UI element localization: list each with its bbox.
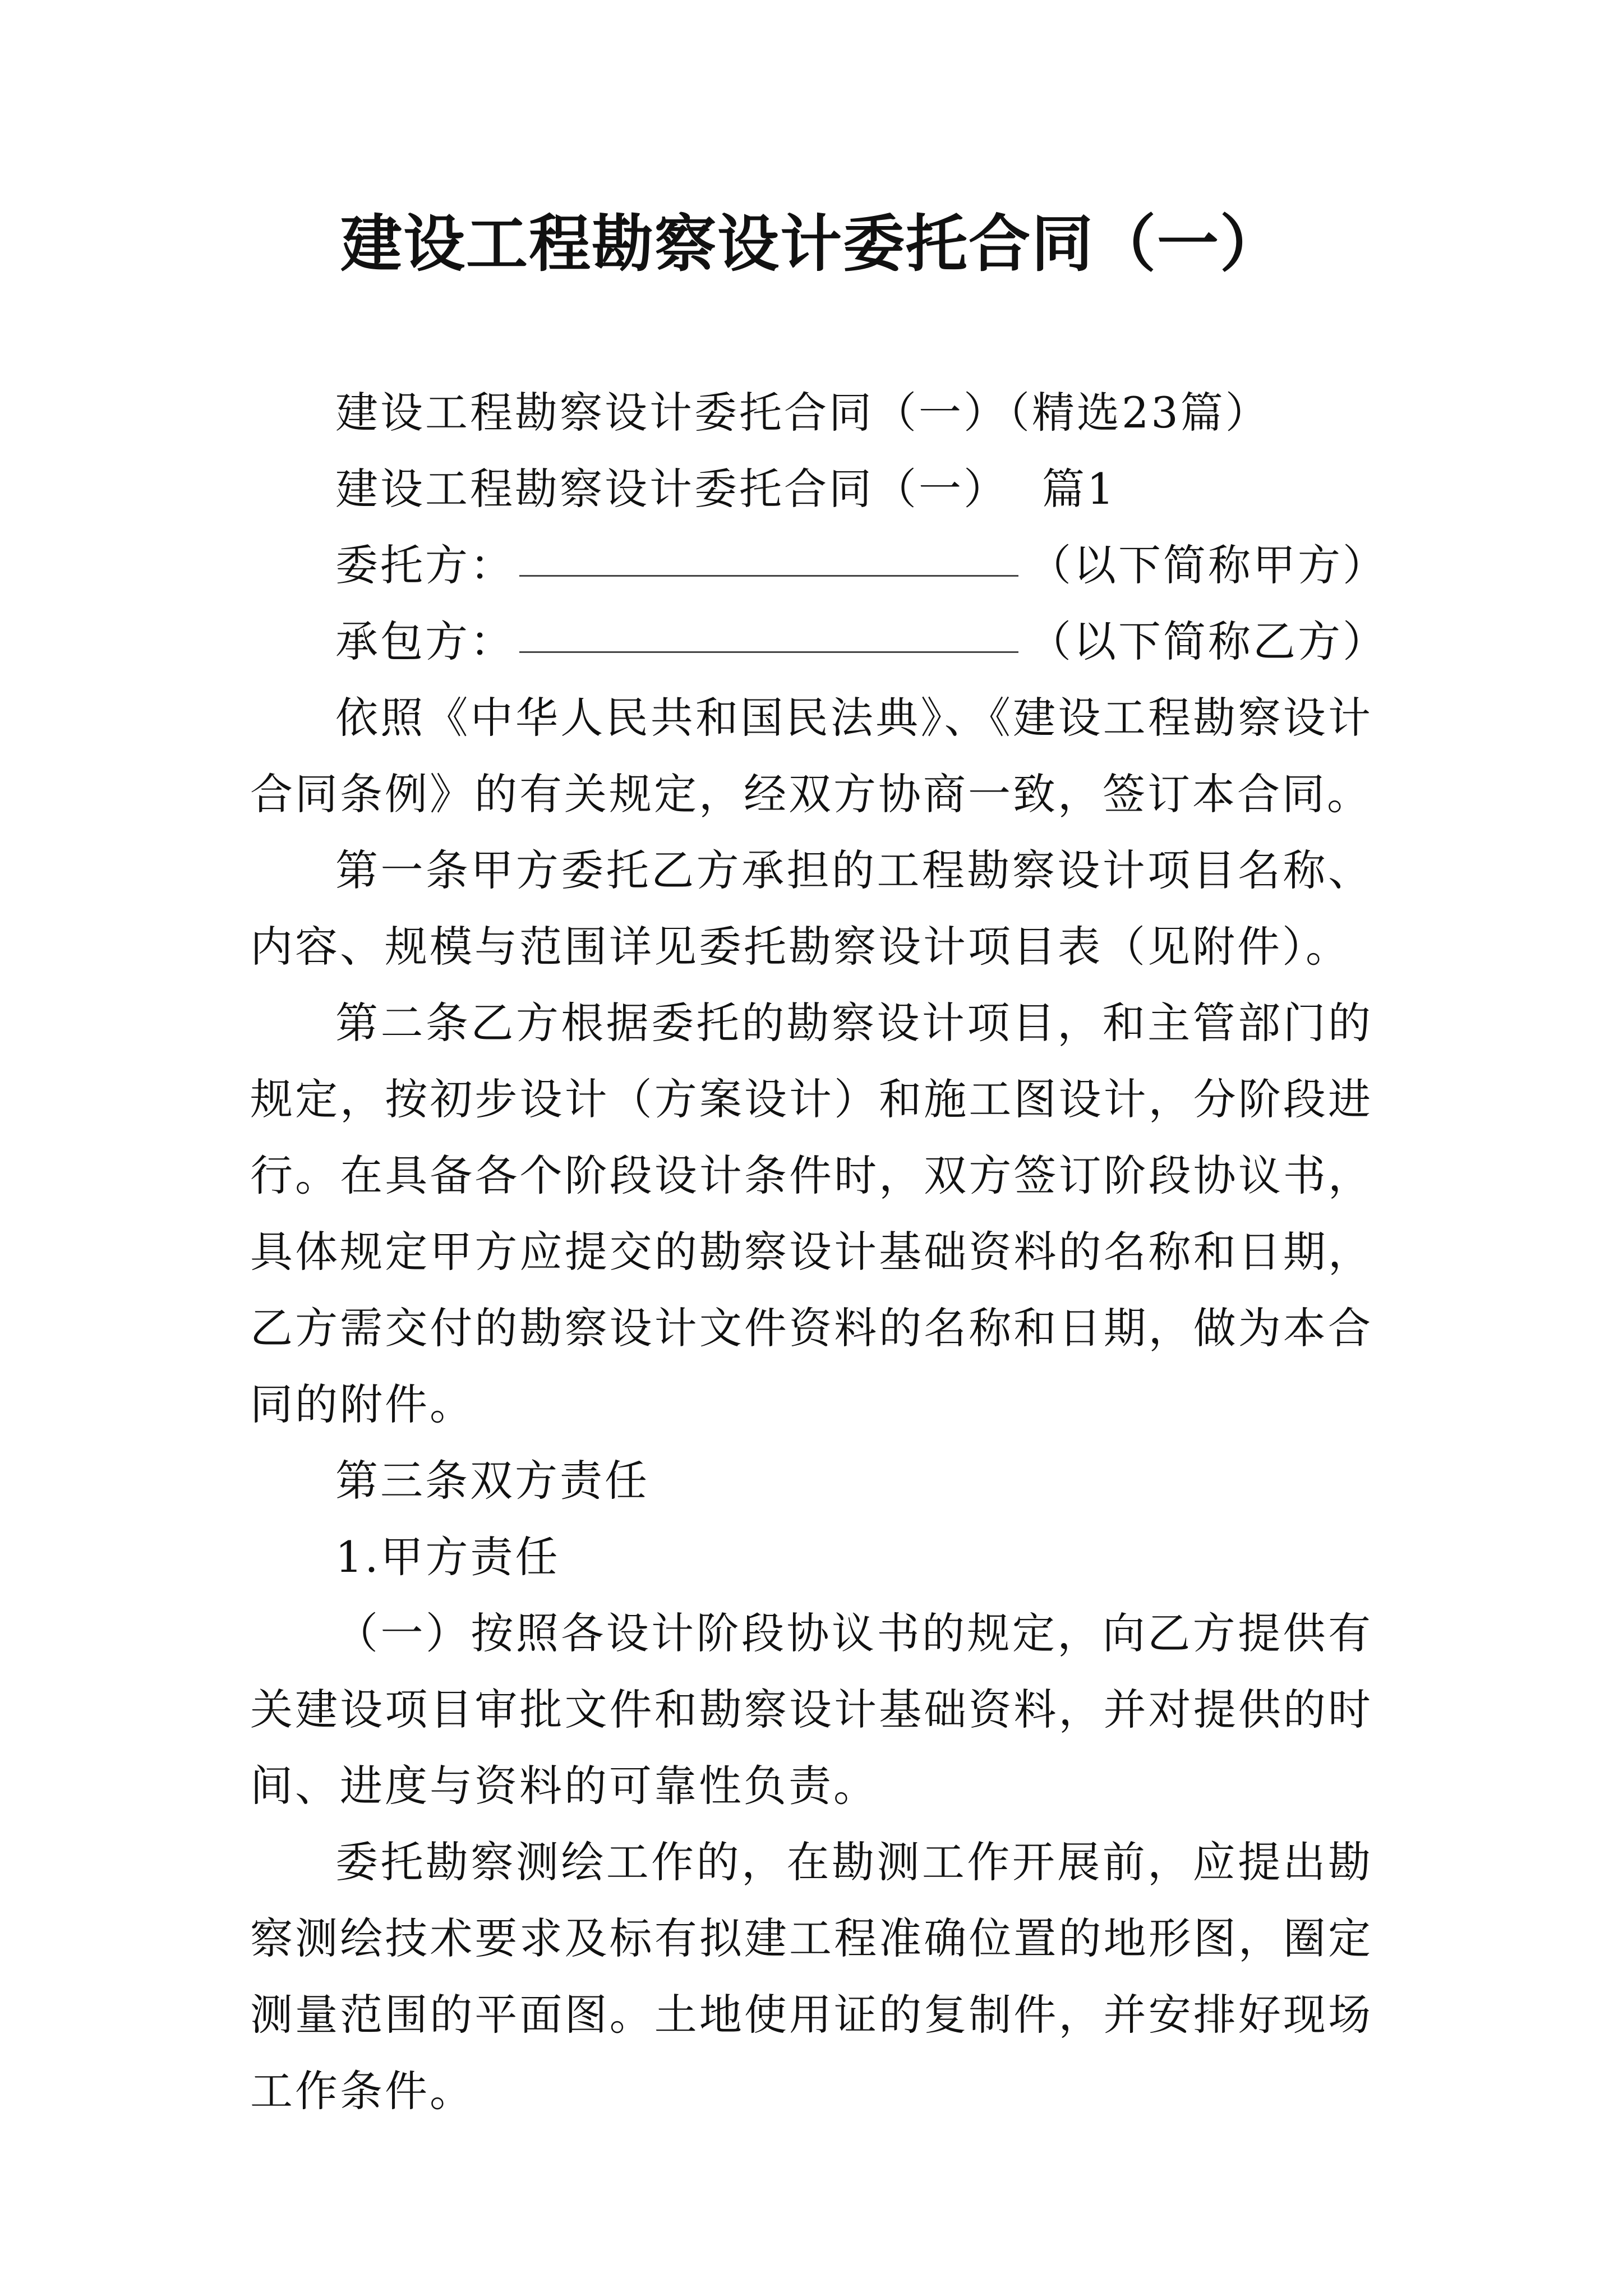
section-heading-text: 建设工程勘察设计委托合同（一） — [335, 464, 1008, 514]
document-body — [250, 375, 1387, 2129]
client-label: 委托方： — [335, 540, 515, 590]
client-line — [250, 527, 1387, 604]
contractor-line — [250, 604, 1387, 680]
section-number: 篇1 — [1042, 464, 1117, 514]
section-heading — [250, 451, 1373, 527]
document-subtitle — [250, 375, 1373, 451]
contractor-label: 承包方： — [335, 616, 515, 666]
subtitle-text: 建设工程勘察设计委托合同（一）（精选23篇） — [335, 388, 1270, 438]
paragraph-legal-basis: 依照《中华人民共和国民法典》、《建设工程勘察设计合同条例》的有关规定，经双方协商一致，签订本合同。 — [250, 693, 1373, 819]
client-name-blank — [519, 530, 1018, 577]
client-suffix: （以下简称甲方） — [1029, 540, 1387, 590]
contractor-name-blank — [519, 606, 1018, 653]
paragraph-article-3-heading: 第三条双方责任 — [335, 1456, 649, 1506]
paragraph-client-responsibility: 1.甲方责任 — [335, 1532, 560, 1582]
paragraph-responsibility-1: （一）按照各设计阶段协议书的规定，向乙方提供有关建设项目审批文件和勘察设计基础资料，并对提供的时间、进度与资料的可靠性负责。 — [250, 1608, 1373, 1811]
paragraph-article-2: 第二条乙方根据委托的勘察设计项目，和主管部门的规定，按初步设计（方案设计）和施工图设计，分阶段进行。在具备各个阶段设计条件时，双方签订阶段协议书，具体规定甲方应提交的勘察设计基础资料的名称和日期，乙方需交付的勘察设计文件资料的名称和日期，做为本合同的附件。 — [250, 998, 1373, 1429]
document-title: 建设工程勘察设计委托合同（一） — [340, 208, 1283, 280]
contractor-suffix: （以下简称乙方） — [1029, 616, 1387, 666]
paragraph-survey-requirements: 委托勘察测绘工作的，在勘测工作开展前，应提出勘察测绘技术要求及标有拟建工程准确位置的地形图，圈定测量范围的平面图。土地使用证的复制件，并安排好现场工作条件。 — [250, 1837, 1373, 2116]
paragraph-article-1: 第一条甲方委托乙方承担的工程勘察设计项目名称、内容、规模与范围详见委托勘察设计项目表（见附件）。 — [250, 845, 1373, 972]
